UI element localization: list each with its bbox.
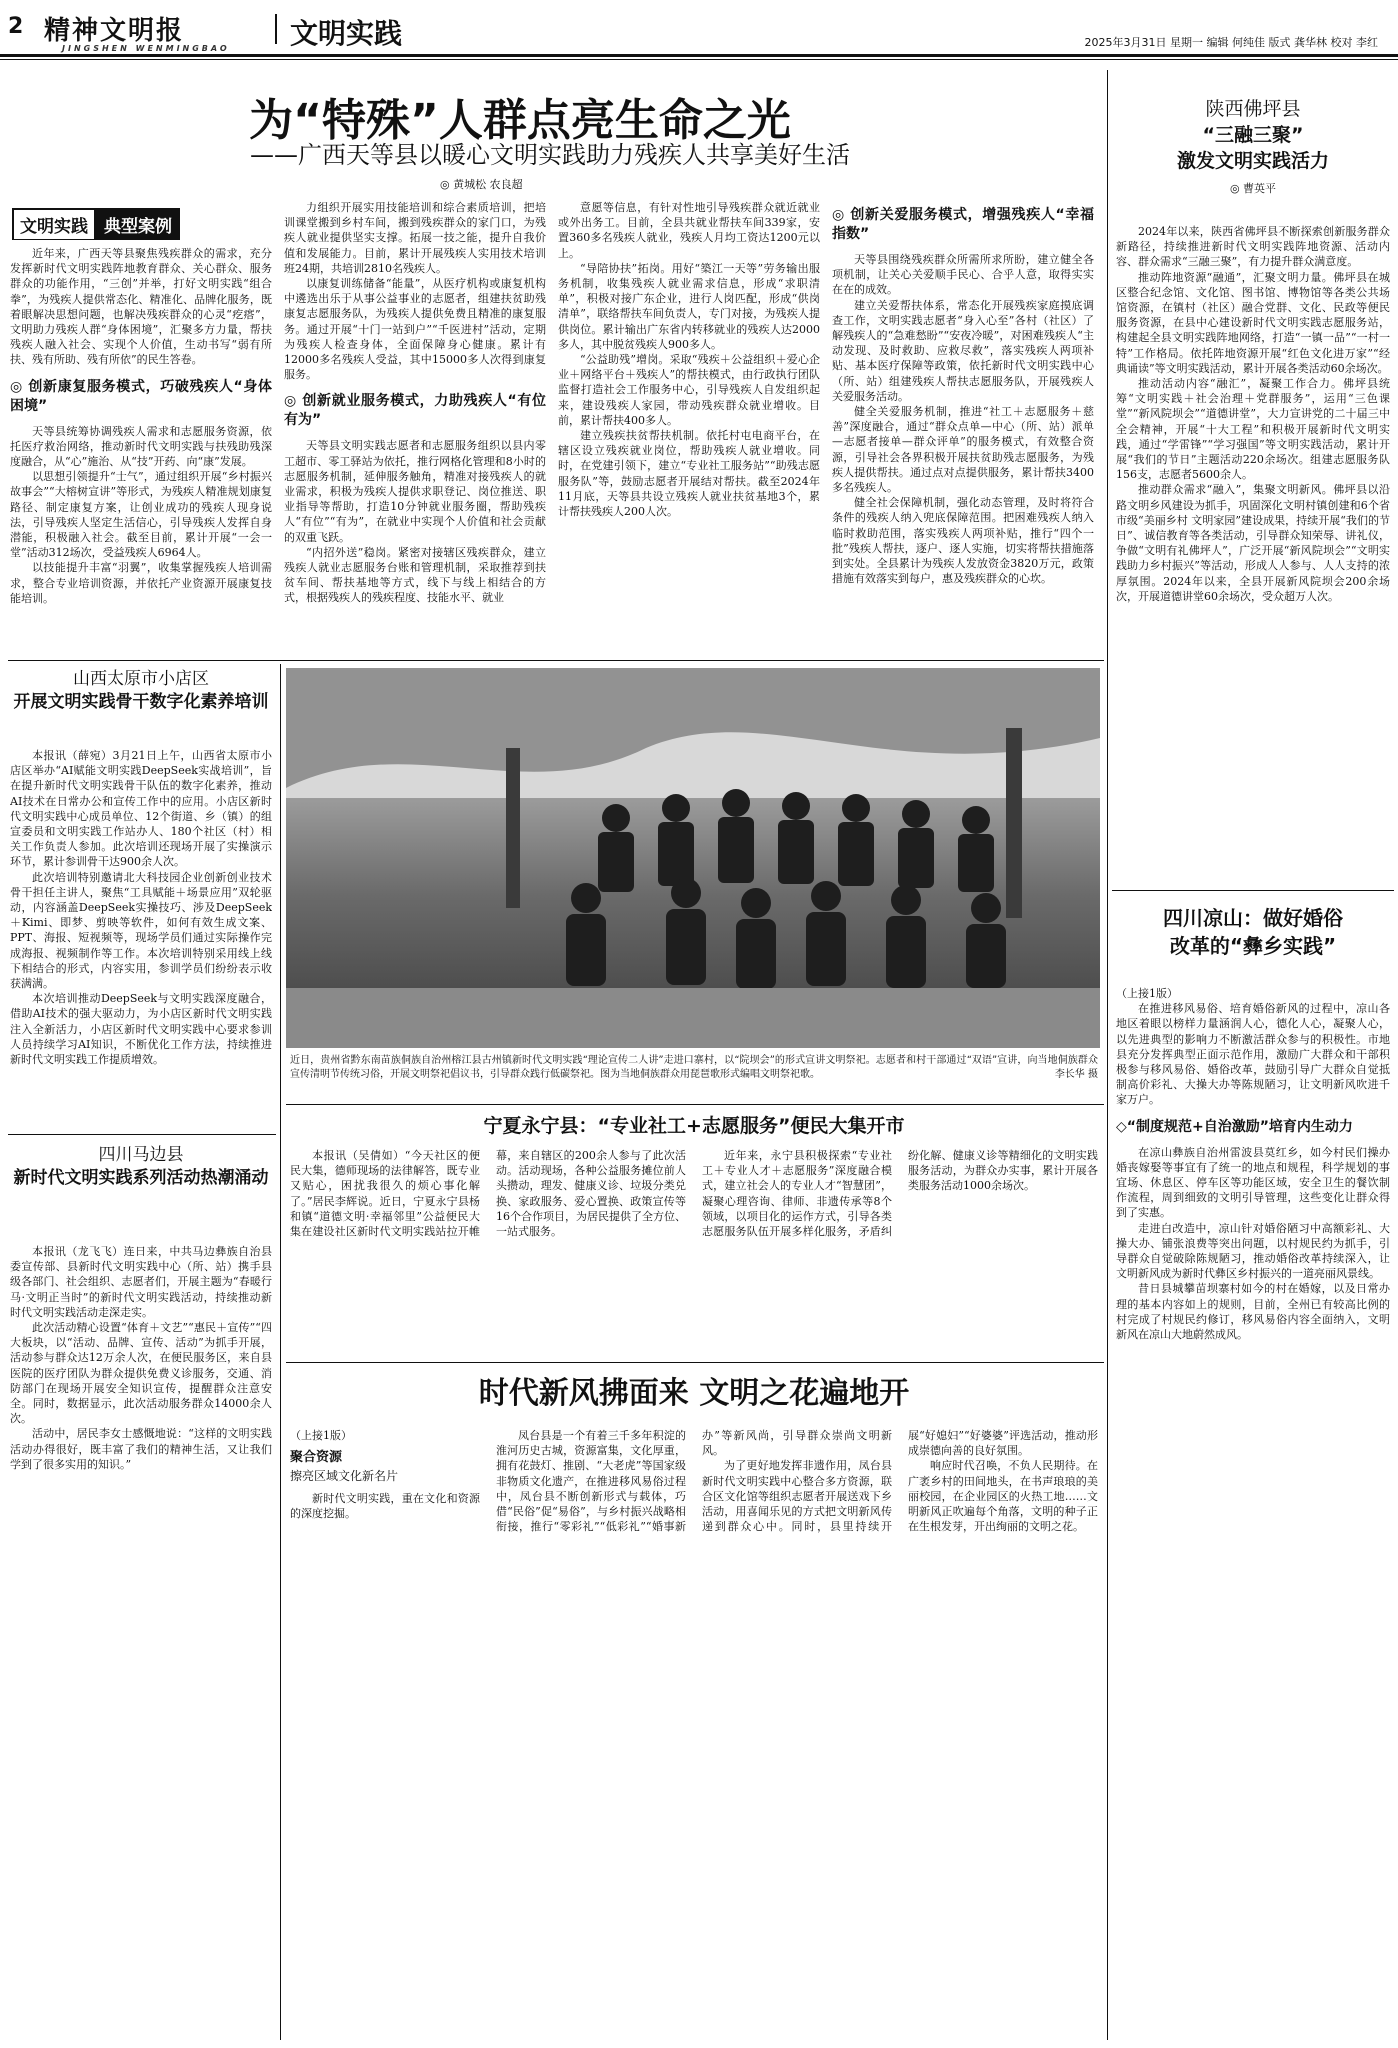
lead-byline: ◎ 黄城松 农良超 [440, 178, 523, 191]
photo-caption: 近日，贵州省黔东南苗族侗族自治州榕江县古州镇新时代文明实践“理论宣传二人讲”走进口寨村，以“院坝会”的形式宣讲文明祭祀。志愿者和村干部通过“双语”宣讲，向当地侗族群众宣传清明节传统习俗，开展文明祭祀倡议书，引导群众践行低碳祭祀。图为当地侗族群众用琵琶歌形式编唱文明祭祀歌。 李长华 摄 [290, 1055, 1098, 1080]
lead-col-4 [832, 206, 1094, 654]
paragraph: 本报讯（薛宛）3月21日上午，山西省太原市小店区举办“AI赋能文明实践DeepSeek实战培训”，旨在提升新时代文明实践骨干队伍的数字化素养，推动AI技术在日常办公和宣传工作中的应用。小店区新时代文明实践中心成员单位、12个街道、乡（镇）的组宣委员和文明实践工作站办人、180个社区（村）相关工作负责人参加。此次培训还现场开展了实操演示环节，累计参训骨干达900余人次。 [10, 749, 272, 869]
shanxi-header [10, 668, 272, 748]
shanxi-title-1: 山西太原市小店区 [73, 669, 209, 689]
column-divider [1107, 70, 1108, 2040]
paragraph: 此次培训特别邀请北大科技园企业创新创业技术骨干担任主讲人，聚焦“工具赋能＋场景应用”双轮驱动，内容涵盖DeepSeek实操技巧、涉及DeepSeek＋Kimi、即梦、剪映等软件，如何有效生成文案、PPT、海报、短视频等，现场学员们通过实际操作完成海报、视频制作等工作。本次培训特别采用线上线下相结合的形式，内容实用，参训学员们纷纷表示收获满满。 [10, 870, 272, 991]
paragraph: 近年来，永宁县积极探索“专业社工＋专业人才＋志愿服务”深度融合模式，建立社会人的专业人才“智慧团”，凝聚心理咨询、律师、非遗传承等8个领域，以项目化的运作方式，引导各类志愿服务队伍开展多样化服务，矛盾纠纷化解、健康义诊等精细化的文明实践服务活动，为群众办实事，累计开展各类服务活动1000余场次。 [702, 1149, 1098, 1239]
paragraph: 为了更好地发挥非遗作用，凤台县新时代文明实践中心整合多方资源，联合区文化馆等组织志愿者开展送戏下乡活动，用喜闻乐见的方式把文明新风传递到群众心中。同时，县里持续开展“好媳妇”“好婆婆”评选活动，推动形成崇德向善的良好氛围。 [702, 1429, 1098, 1534]
paragraph: 以康复训练储备“能量”，从医疗机构或康复机构中遴选出乐于从事公益事业的志愿者，组建扶贫助残康复志愿服务队，为残疾人提供免费且精准的康复服务。通过开展“十门一站到户”“千医进村”活动，定期为残疾人检查身体，全面保障身心健康。累计有12000多名残疾人受益，其中15000多人次得到康复服务。 [284, 277, 546, 382]
paragraph: 力组织开展实用技能培训和综合素质培训，把培训课堂搬到乡村车间，搬到残疾群众的家门口，为残疾人就业提供坚实支撑。拓展一技之能，提升自我价值和发展能力。目前，累计开展残疾人实用技术培训班24期，共培训2810名残疾人。 [284, 201, 546, 275]
lead-subhead-1: ◎ 创新康复服务模式，巧破残疾人“身体困境” [10, 378, 272, 414]
paragraph: 健全关爱服务机制，推进“社工＋志愿服务＋慈善”深度融合，通过“群众点单—中心（所、站）派单—志愿者接单—群众评单”的服务模式，有效整合资源，引导社会各界积极开展扶贫助残志愿服务，为残疾人提供帮扶。通过点对点提供服务，累计帮扶3400多名残疾人。 [832, 405, 1094, 495]
column-tag [12, 208, 272, 240]
foping-byline: ◎ 曹英平 [1229, 182, 1277, 195]
paragraph: 新时代文明实践，重在文化和资源的深度挖掘。 [290, 1492, 480, 1521]
paragraph: 天等县文明实践志愿者和志愿服务组织以县内零工超市、零工驿站为依托，推行网格化管理和8小时的志愿服务机制，延伸服务触角，精准对接残疾人的就业需求，积极为残疾人提供求职登记、岗位推送、职业指导等帮助，打造10分钟就业服务圈，帮助残疾人“有位”“有为”，在就业中实现个人价值和社会贡献的双重飞跃。 [284, 439, 546, 544]
liangshan-title-1: 四川凉山：做好婚俗 [1163, 906, 1343, 930]
paragraph: “公益助残”增岗。采取“残疾＋公益组织＋爱心企业＋网络平台＋残疾人”的帮扶模式，由行政执行团队监督打造社会工作服务中心，引导残疾人自发组织起来，建设残疾人家园，带动残疾群众就业增收。目前，累计帮扶400多人。 [558, 353, 820, 427]
paragraph: 昔日县城攀苗坝寨村如今的村在婚嫁，以及日常办理的基本内容如上的规则，目前，全州已有较高比例的村完成了村规民约修订，移风易俗内容全面纳入，文明新风在凉山大地蔚然成风。 [1116, 1282, 1390, 1342]
foping-title-1: 陕西佛坪县 [1205, 98, 1301, 120]
tag-case: 典型案例 [96, 208, 180, 240]
paragraph: 在凉山彝族自治州雷波县莫红乡，如今村民们操办婚丧嫁娶等事宜有了统一的地点和规程，科学规划的事宜场、休息区、停车区等功能区域，安全卫生的餐饮制作流程，周到细致的文明引导管理，这些变化让群众得到了实惠。 [1116, 1145, 1390, 1220]
column-divider [280, 664, 281, 2040]
paragraph: 健全社会保障机制，强化动态管理，及时将符合条件的残疾人纳入兜底保障范围。把困难残疾人纳入临时救助范围，落实残疾人两项补贴，推行“四个一批”残疾人帮扶，逐户、逐人实施，切实将帮扶措施落到实处。全县累计为残疾人发放资金3820万元，政策措施有效落实到每户，惠及残疾群众的心坎。 [832, 496, 1094, 586]
page-number: 2 [8, 14, 24, 39]
paragraph: 天等县围绕残疾群众所需所求所盼，建立健全各项机制，让关心关爱顺手民心、合乎人意，取得实实在在的成效。 [832, 253, 1094, 297]
mabian-header [10, 1144, 272, 1244]
paragraph: 推动活动内容“融汇”，凝聚工作合力。佛坪县统筹“文明实践＋社会治理＋党群服务”，运用“三色课堂”“新风院坝会”“道德讲堂”，大力宣讲党的二十届三中全会精神，开展“十大工程”和积极开展新时代文明实践，通过“学雷锋”“学习强国”等文明实践活动，累计开展“我们的节日”主题活动220余场次。组建志愿服务队156支，志愿者5600余人。 [1116, 377, 1390, 482]
paragraph: 本报讯（龙飞飞）连日来，中共马边彝族自治县委宣传部、县新时代文明实践中心（所、站）携手县级各部门、社会组织、志愿者们，开展主题为“春暖行马·文明正当时”的新时代文明实践活动，持续推动新时代文明实践活动走深走实。 [10, 1245, 272, 1319]
paragraph: 在推进移风易俗、培育婚俗新风的过程中，凉山各地区着眼以榜样力量涵润人心，德化人心，凝聚人心，以先进典型的影响力不断激活群众参与的积极性。市地县充分发挥典型正面示范作用，激励广大群众和干部积极参与移风易俗、婚俗改革，鼓励引导广大群众自觉抵制高价彩礼、大操大办等陈规陋习，让文明新风吹进千家万户。 [1116, 1002, 1390, 1107]
ningxia-title: 宁夏永宁县：“专业社工+志愿服务”便民大集开市 [483, 1115, 905, 1137]
foping-body [1116, 224, 1390, 886]
paragraph: 建立残疾扶贫帮扶机制。依托村屯电商平台，在辖区设立残疾就业岗位，帮助残疾人就业增收。同时，在党建引领下，建立“专业社工服务站”“助残志愿服务队”等，鼓励志愿者开展结对帮扶。截至2024年11月底，天等县共设立残疾人就业扶贫基地3个，累计帮扶残疾人200人次。 [558, 429, 820, 519]
foping-title-2: “三融三聚” [1202, 124, 1304, 146]
paragraph: 响应时代召唤，不负人民期待。在广袤乡村的田间地头，在书声琅琅的美丽校园，在企业园区的火热工地……文明新风正吹遍每个角落，文明的种子正在生根发芽，开出绚丽的文明之花。 [908, 1459, 1098, 1534]
paper-pinyin: JINGSHEN WENMINGBAO [62, 44, 230, 53]
liangshan-from: （上接1版） [1116, 987, 1178, 1000]
lead-col-1 [10, 246, 272, 654]
paragraph: “内招外送”稳岗。紧密对接辖区残疾群众，建立残疾人就业志愿服务台账和管理机制，采取推荐到扶贫车间、帮扶基地等方式，线下与线上相结合的方式，根据残疾人的残疾程度、技能水平、就业 [284, 545, 546, 605]
liangshan-body [1116, 986, 1390, 2040]
mabian-title-1: 四川马边县 [98, 1145, 184, 1165]
lead-subhead-3: ◎ 创新关爱服务模式，增强残疾人“幸福指数” [832, 207, 1094, 242]
lead-subtitle: ——广西天等县以暖心文明实践助力残疾人共享美好生活 [250, 141, 850, 169]
bottom-title: 时代新风拂面来 文明之花遍地开 [478, 1376, 910, 1411]
paragraph: 凤台县是一个有着三千多年积淀的淮河历史古城，资源富集，文化厚重，拥有花鼓灯、推剧、“大老虎”等国家级非物质文化遗产，在推进移风易俗过程中，凤台县不断创新形式与载体，巧借“民俗”促“易俗”，与乡村振兴战略相衔接，推行“零彩礼”“低彩礼”“婚事新办”等新风尚，引导群众崇尚文明新风。 [496, 1429, 892, 1534]
liangshan-title-2: 改革的“彝乡实践” [1169, 934, 1337, 958]
bottom-subtitle: 聚合资源 [290, 1450, 343, 1466]
divider [286, 1104, 1104, 1105]
paragraph: 以技能提升丰富“羽翼”，收集掌握残疾人培训需求，整合专业培训资源，并依托产业资源开展康复技能培训。 [10, 561, 272, 605]
foping-header [1116, 96, 1390, 216]
masthead [0, 0, 1398, 62]
shanxi-title-2: 开展文明实践骨干数字化素养培训 [13, 692, 269, 712]
liangshan-subhead: ◇“制度规范+自治激励”培育内生动力 [1116, 1118, 1353, 1135]
divider [286, 1362, 1104, 1363]
ningxia-body [290, 1148, 1098, 1360]
paragraph: 活动中，居民李女士感慨地说：“这样的文明实践活动办得很好，既丰富了我们的精神生活，又让我们学到了很多实用的知识。” [10, 1427, 272, 1471]
paragraph: 意愿等信息，有针对性地引导残疾群众就近就业或外出务工。目前，全县共就业帮扶车间339家，安置360多名残疾人就业，残疾人月均工资达1200元以上。 [558, 201, 820, 260]
photo-credit: 李长华 摄 [1054, 1069, 1098, 1080]
photo-illustration [286, 668, 1100, 1048]
foping-title-3: 激发文明实践活力 [1176, 150, 1329, 172]
paragraph: “导陪协扶”拓岗。用好“築江一天等”劳务输出服务机制，收集残疾人就业需求信息，形成“求职清单”，积极对接广东企业，进行人岗匹配，形成“供岗清单”，联络帮扶车间负责人，专门对接，为残疾人提供岗位。累计输出广东省内转移就业的残疾人达2000多人，其中脱贫残疾人900多人。 [558, 261, 820, 351]
lead-col-3 [558, 200, 820, 654]
issue-meta: 2025年3月31日 星期一 编辑 何纯佳 版式 龚华林 校对 李红 [1084, 36, 1378, 49]
bottom-subsubtitle: 擦亮区域文化新名片 [290, 1469, 399, 1484]
paragraph: 走进白改造中，凉山针对婚俗陋习中高额彩礼、大操大办、铺张浪费等突出问题，以村规民约为抓手，引导群众自觉破除陈规陋习，推动婚俗改革持续深入，让文明新风成为新时代彝区乡村振兴的一道亮丽风景线。 [1116, 1221, 1390, 1281]
bottom-body [290, 1428, 1098, 2040]
section-title: 文明实践 [290, 17, 403, 50]
paragraph: 建立关爱帮扶体系，常态化开展残疾家庭摸底调查工作，文明实践志愿者“身入心至”各村（社区）了解残疾人的“急难愁盼”“安夜冷暖”，对困难残疾人“主动发现、及时救助、应救尽救”，落实残疾人两项补贴、基本医疗保障等政策，依托新时代文明实践中心（所、站）组建残疾人帮扶志愿服务队，开展残疾人关爱服务活动。 [832, 298, 1094, 403]
paragraph: 2024年以来，陕西省佛坪县不断探索创新服务群众新路径，持续推进新时代文明实践阵地资源、活动内容、群众需求“三融三聚”，有力提升群众满意度。 [1116, 225, 1390, 269]
paragraph: 天等县统筹协调残疾人需求和志愿服务资源，依托医疗救治网络，推动新时代文明实践与扶残助残深度融合，从“心”施治、从“技”开药、向“康”发展。 [10, 424, 272, 469]
paragraph: 近年来，广西天等县聚焦残疾群众的需求，充分发挥新时代文明实践阵地教育群众、关心群众、服务群众的功能作用，“三创”并举，打好文明实践“组合拳”，为残疾人提供常态化、精准化、品牌化服务，既着眼解决思想问题，也解决残疾群众的心灵“疙瘩”，文明助力残疾人群“身体困境”，汇聚多方力量，帮扶残疾人融入社会、实现个人价值，生动书写“弱有所扶、残有所助、残有所依”的民生答卷。 [10, 247, 272, 367]
mabian-body [10, 1244, 272, 2040]
paragraph: 推动阵地资源“融通”，汇聚文明力量。佛坪县在城区整合纪念馆、文化馆、图书馆、博物馆等各类公共场馆资源，在镇村（社区）融合党群、文化、民政等便民服务资源，在县中心建设新时代文明实践志愿服务站，构建起全县文明实践阵地网络，打造“一镇一品”“一村一特”工作格局。依托阵地资源开展“红色文化进万家”“经典诵读”等文明实践活动，累计开展各类活动60余场次。 [1116, 270, 1390, 375]
news-photo [286, 668, 1100, 1048]
masthead-rule-thin [0, 59, 1398, 60]
paragraph: 此次活动精心设置“体育＋文艺”“惠民＋宣传”“四大板块，以“活动、品牌、宣传、活动”为抓手开展，活动参与群众达12万余人次，在便民服务区，来自县医院的医疗团队为群众提供免费义诊服务，交通、消防部门在现场开展安全知识宣传，提醒群众注意安全。同时，数据显示，此次活动服务群众14000余人次。 [10, 1321, 272, 1426]
lead-subhead-2: ◎ 创新就业服务模式，力助残疾人“有位有为” [284, 393, 546, 429]
mabian-title-2: 新时代文明实践系列活动热潮涌动 [13, 1168, 269, 1188]
paragraph: 推动群众需求“融入”，集聚文明新风。佛坪县以沿路文明乡风建设为抓手，巩固深化文明村镇创建和6个省市级“美丽乡村 文明家园”建设成果，持续开展“我们的节日”、诚信教育等各类活动，引导群众知荣辱、讲礼仪，争做“文明有礼佛坪人”，广泛开展“新风院坝会”“文明实践助力乡村振兴”等活动，形成人人参与、人人支持的浓厚氛围。2024年以来，全县开展新风院坝会200余场次，开展道德讲堂60余场次，受众超万人次。 [1116, 483, 1390, 603]
paragraph: 本次培训推动DeepSeek与文明实践深度融合，借助AI技术的强大驱动力，为小店区新时代文明实践注入全新活力，小店区新时代文明实践中心要求参训人员持续学习AI知识，不断优化工作方法，持续推进新时代文明实践工作提质增效。 [10, 992, 272, 1067]
masthead-rule [0, 54, 1398, 57]
paragraph: 以思想引领提升“士气”，通过组织开展“乡村振兴故事会”“大榕树宣讲”等形式，为残疾人精准规划康复路径、制定康复方案，让创业成功的残疾人现身说法，引导残疾人坚定生活信心，引导残疾人发挥自身潜能，积极融入社会。截至目前，累计开展“一会一堂”活动312场次，受益残疾人6964人。 [10, 470, 272, 560]
divider [8, 660, 1104, 661]
shanxi-body [10, 748, 272, 1128]
lead-col-2 [284, 200, 546, 654]
divider [8, 1134, 276, 1135]
liangshan-header [1116, 904, 1390, 982]
paragraph: 本报讯（吴倩如）“今天社区的便民大集，德师现场的法律解答，既专业又贴心，困扰我很久的烦心事化解了。”居民李辉说。近日，宁夏永宁县杨和镇“道德文明·幸福邻里”公益便民大集在建设社区新时代文明实践站拉开帷幕，来自辖区的200余人参与了此次活动。活动现场，各种公益服务摊位前人头攒动，理发、健康义诊、垃圾分类兑换、家政服务、爱心置换、政策宣传等16个合作项目，为居民提供了全方位、一站式服务。 [290, 1149, 686, 1239]
divider [1112, 890, 1394, 891]
lead-title: 为“特殊”人群点亮生命之光 [249, 95, 791, 140]
tag-wenming: 文明实践 [12, 208, 96, 240]
paper-logo: 精神文明报 [44, 16, 185, 46]
masthead-divider [275, 14, 277, 44]
bottom-from: （上接1版） [290, 1429, 352, 1442]
